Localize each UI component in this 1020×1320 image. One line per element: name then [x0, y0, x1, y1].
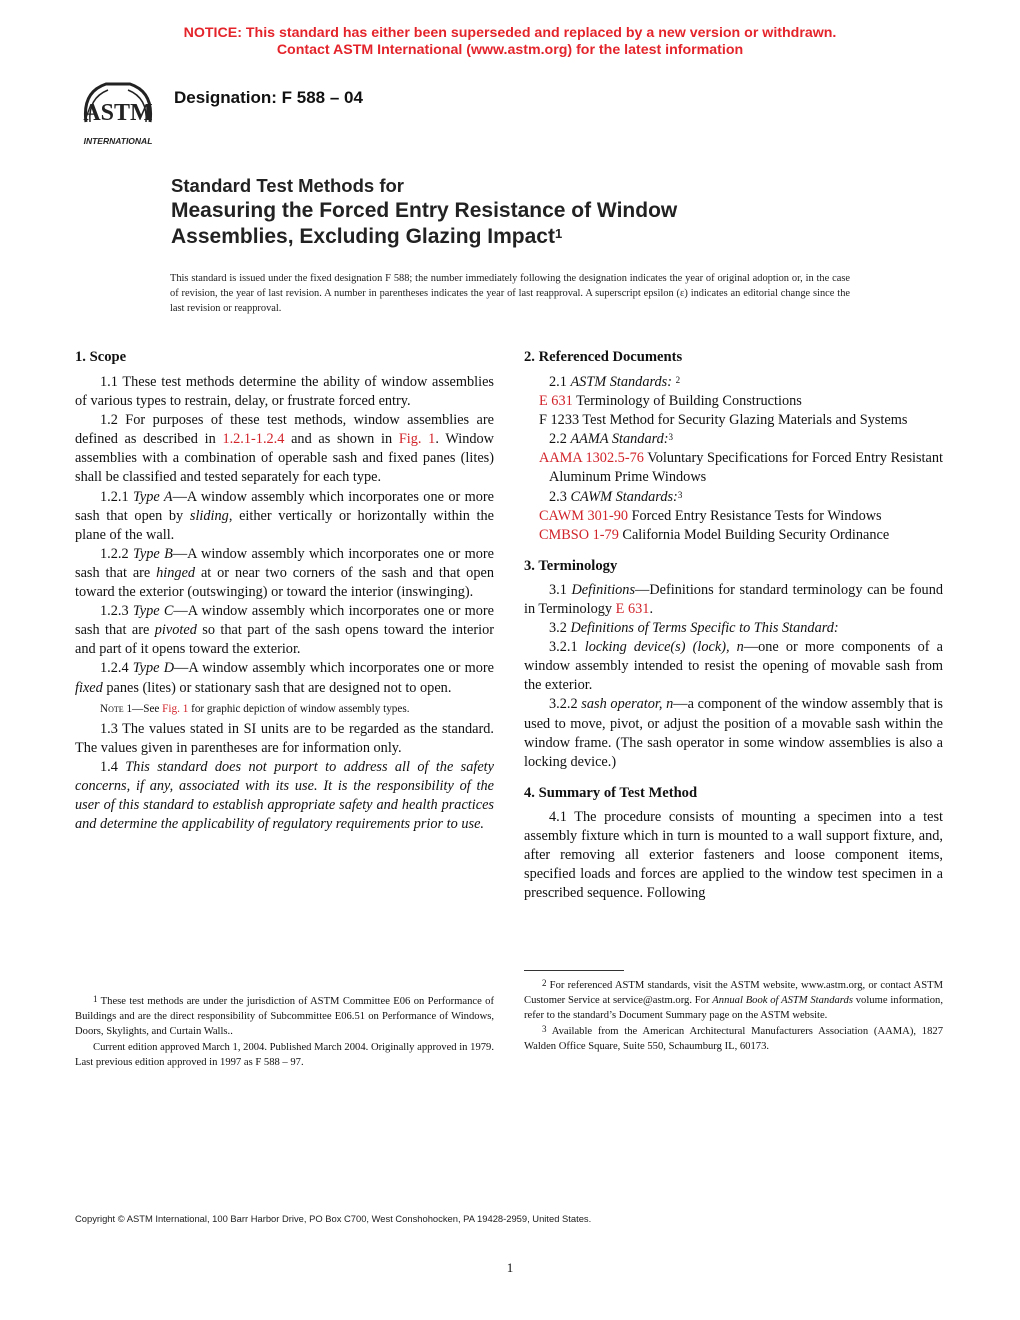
- para-1-4: 1.4 This standard does not purport to address all of the safety concerns, if any, associated with its use. It is the responsibility of the user of this standard to establish appropriate safety and health practices and determine the applicability of regulatory requirements prior to use.: [75, 758, 494, 833]
- para-2-1: 2.1 ASTM Standards: $^2$: [549, 374, 681, 390]
- link-e631[interactable]: E 631: [539, 393, 573, 410]
- ref-aama: AAMA 1302.5-76 Voluntary Specifications for Forced Entry Resistant Aluminum Prime Windows: [539, 450, 943, 486]
- section-heading-referenced-documents: 2. Referenced Documents: [524, 349, 683, 365]
- copyright: Copyright © ASTM International, 100 Barr Harbor Drive, PO Box C700, West Conshohocken, PA 19428-2959, United States.: [75, 1213, 592, 1224]
- title-line-2: Measuring the Forced Entry Resistance of Window: [171, 199, 678, 222]
- preamble: This standard is issued under the fixed designation F 588; the number immediately following the designation indicates the year of original adoption or, in the case of revision, the year of last revision. A number in parentheses indicates the year of last reapproval. A superscript epsilon (ε) indicates an editorial change since the last revision or reapproval.: [170, 273, 850, 314]
- notice-line-2: Contact ASTM International (www.astm.org) for the latest information: [276, 42, 744, 58]
- para-4-1: 4.1 The procedure consists of mounting a specimen into a test assembly fixture which in turn is mounted to a wall support fixture, and, after removing all exterior fasteners and loose component items, specified loads and forces are applied to the window test specimen in a prescribed sequence. Following: [524, 808, 943, 902]
- title-footnote-mark: 1: [554, 226, 563, 241]
- para-1-2-2: 1.2.2 Type B—A window assembly which incorporates one or more sash that are hinged at or near two corners of the sash and that open toward the exterior (outswinging) or toward the interior (inswinging).: [75, 545, 495, 601]
- designation: Designation: F 588 – 04: [174, 88, 363, 107]
- para-2-2: 2.2 AAMA Standard:$^3$: [549, 431, 674, 448]
- note-link-fig-1[interactable]: Fig. 1: [162, 702, 189, 715]
- link-fig-1[interactable]: Fig. 1: [398, 431, 436, 448]
- logo-text: ASTM: [83, 100, 153, 126]
- para-3-2: 3.2 Definitions of Terms Specific to This Standard:: [549, 620, 839, 637]
- notice-line-1: NOTICE: This standard has either been superseded and replaced by a new version or withdrawn.: [183, 25, 837, 41]
- title-line-1: Standard Test Methods for: [171, 175, 404, 196]
- section-heading-summary: 4. Summary of Test Method: [524, 784, 698, 801]
- astm-logo: [76, 78, 160, 150]
- link-e631-terminology[interactable]: E 631: [615, 600, 650, 617]
- section-heading-scope: 1. Scope: [75, 349, 127, 365]
- footnotes-left: [75, 993, 494, 1070]
- ref-e631: E 631 Terminology of Building Constructions: [539, 393, 802, 410]
- section-heading-terminology: 3. Terminology: [524, 557, 618, 574]
- ref-cmbso: CMBSO 1-79 California Model Building Security Ordinance: [539, 526, 890, 543]
- right-column: [524, 348, 943, 903]
- withdrawal-notice: [0, 25, 1020, 59]
- footnote-3: $^3$ Available from the American Architectural Manufacturers Association (AAMA), 1827 Walden Office Square, Suite 550, Schaumburg IL, 60173.: [524, 1023, 943, 1052]
- para-1-2: 1.2 For purposes of these test methods, window assemblies are defined as described in 1.2.1-1.2.4 and as shown in Fig. 1. Window assemblies with a combination of operable sash and fixed panes (lites) shall be classified and tested separately for each type.: [75, 412, 494, 486]
- para-1-1: 1.1 These test methods determine the ability of window assemblies of various types to restrain, delay, or frustrate forced entry.: [75, 374, 494, 410]
- para-3-2-1: 3.2.1 locking device(s) (lock), n—one or more components of a window assembly intended to resist the opening of movable sash from the exterior.: [524, 639, 943, 694]
- para-3-1: 3.1 Definitions—Definitions for standard terminology can be found in Terminology E 631.: [524, 581, 943, 617]
- link-aama[interactable]: AAMA 1302.5-76: [539, 450, 644, 467]
- logo-subtext: INTERNATIONAL: [83, 136, 153, 146]
- para-1-2-1: 1.2.1 Type A—A window assembly which incorporates one or more sash that open by sliding, either vertically or horizontally within the plane of the wall.: [75, 488, 495, 543]
- document-title: [171, 174, 677, 250]
- ref-f1233: F 1233 Test Method for Security Glazing Materials and Systems: [539, 412, 908, 429]
- footnote-1-edition: Current edition approved March 1, 2004. Published March 2004. Originally approved in 1979. Last previous edition approved in 1997 as F 588 – 97.: [75, 1041, 494, 1068]
- note-1: Note 1—See Fig. 1 for graphic depiction of window assembly types.: [100, 702, 410, 715]
- para-1-3: 1.3 The values stated in SI units are to be regarded as the standard. The values given in parentheses are for information only.: [75, 720, 494, 756]
- link-cawm[interactable]: CAWM 301-90: [539, 507, 628, 524]
- title-line-3: Assemblies, Excluding Glazing Impact: [171, 225, 555, 248]
- footnote-2: $^2$ For referenced ASTM standards, visit the ASTM website, www.astm.org, or contact ASTM Customer Service at service@astm.org. For Annual Book of ASTM Standards volume information, refer to the standard’s Document Summary page on the ASTM website.: [524, 978, 943, 1022]
- left-column: [75, 348, 494, 834]
- footnotes-right: [524, 978, 943, 1054]
- ref-cawm: CAWM 301-90 Forced Entry Resistance Tests for Windows: [539, 507, 882, 524]
- para-2-3: 2.3 CAWM Standards:$^3$: [549, 488, 683, 505]
- link-1-2-1[interactable]: 1.2.1-1.2.4: [222, 431, 285, 448]
- footnote-rule-right: [524, 970, 624, 971]
- link-cmbso[interactable]: CMBSO 1-79: [539, 526, 619, 543]
- page-number: 1: [506, 1260, 514, 1275]
- para-3-2-2: 3.2.2 sash operator, n—a component of the window assembly that is used to move, pivot, or adjust the position of a movable sash within the window frame. (The sash operator in some window assemblies is also a locking device.): [524, 696, 943, 770]
- footnote-1: $^1$ These test methods are under the jurisdiction of ASTM Committee E06 on Performance of Buildings and are the direct responsibility of Subcommittee E06.51 on Performance of Windows, Doors, Skylights, and Curtain Walls..: [75, 994, 494, 1038]
- para-1-2-4: 1.2.4 Type D—A window assembly which incorporates one or more fixed panes (lites) or stationary sash that are designed not to open.: [75, 660, 495, 696]
- para-1-2-3: 1.2.3 Type C—A window assembly which incorporates one or more sash that are pivoted so that part of the sash opens toward the interior and part of it opens toward the exterior.: [75, 603, 494, 658]
